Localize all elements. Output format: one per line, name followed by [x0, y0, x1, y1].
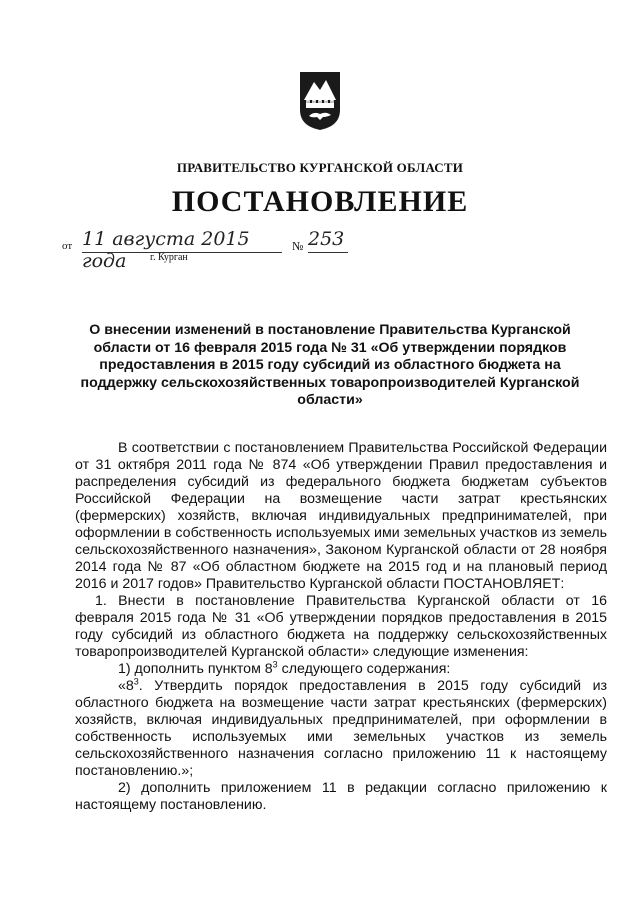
handwritten-number: 253 — [308, 228, 348, 253]
clause-text-b: . Утвердить порядок предоставления в 2015 году субсидий из областного бюджета на возмещение части затрат крестьянских (фермерских) хозяйств, включая индивидуальных предпринимателей, при оформлении в собственность используемых ими земельных участков из земель сельскохозяйственного назначения согласно приложению 11 к настоящему постановлению.»; — [75, 678, 607, 779]
subitem-1-text-a: 1) дополнить пунктом 8 — [118, 661, 273, 677]
document-body — [75, 440, 607, 814]
date-number-line — [62, 226, 362, 272]
clause-8-3-paragraph — [75, 678, 607, 780]
document-subject: О внесении изменений в постановление Правительства Курганской области от 16 февраля 2015 года № 31 «Об утверждении порядков предоставления в 2015 году субсидий из областного бюджета на поддержку сельскохозяйственных товаропроизводителей Курганской области» — [80, 322, 580, 408]
document-type-title: ПОСТАНОВЛЕНИЕ — [171, 185, 469, 218]
subitem-1-text-b: следующего содержания: — [277, 661, 451, 677]
subitem-2-paragraph: 2) дополнить приложением 11 в редакции согласно приложению к настоящему постановлению. — [75, 780, 607, 813]
item-1-paragraph: 1. Внести в постановление Правительства Курганской области от 16 февраля 2015 года № 31 «Об утверждении порядков предоставления в 2015 году субсидий из областного бюджета на поддержку сельскохозяйственных товаропроизводителей Курганской области» следующие изменения: — [75, 593, 607, 660]
preamble-paragraph: В соответствии с постановлением Правительства Российской Федерации от 31 октября 2011 года № 874 «Об утверждении Правил предоставления и распределения субсидий из федерального бюджета бюджетам субъектов Российской Федерации на возмещение части затрат крестьянских (фермерских) хозяйств, включая индивидуальных предпринимателей, при оформлении в собственность используемых ими земельных участков из земель сельскохозяйственного назначения», Законом Курганской области от 28 ноября 2014 года № 87 «Об областном бюджете на 2015 год и на плановый период 2016 и 2017 годов» Правительство Курганской области ПОСТАНОВЛЯЕТ: — [75, 440, 607, 592]
city-label: г. Курган — [150, 252, 188, 263]
coat-of-arms-emblem — [298, 70, 342, 132]
government-name: ПРАВИТЕЛЬСТВО КУРГАНСКОЙ ОБЛАСТИ — [176, 160, 464, 175]
number-label: № — [292, 239, 304, 253]
clause-text-a: «8 — [118, 678, 134, 694]
handwritten-date: 11 августа 2015 года — [82, 228, 282, 253]
clause-sup: 3 — [133, 676, 139, 687]
subitem-1-paragraph — [75, 661, 607, 678]
subitem-1-sup: 3 — [272, 659, 278, 670]
date-from-label: от — [62, 240, 73, 252]
